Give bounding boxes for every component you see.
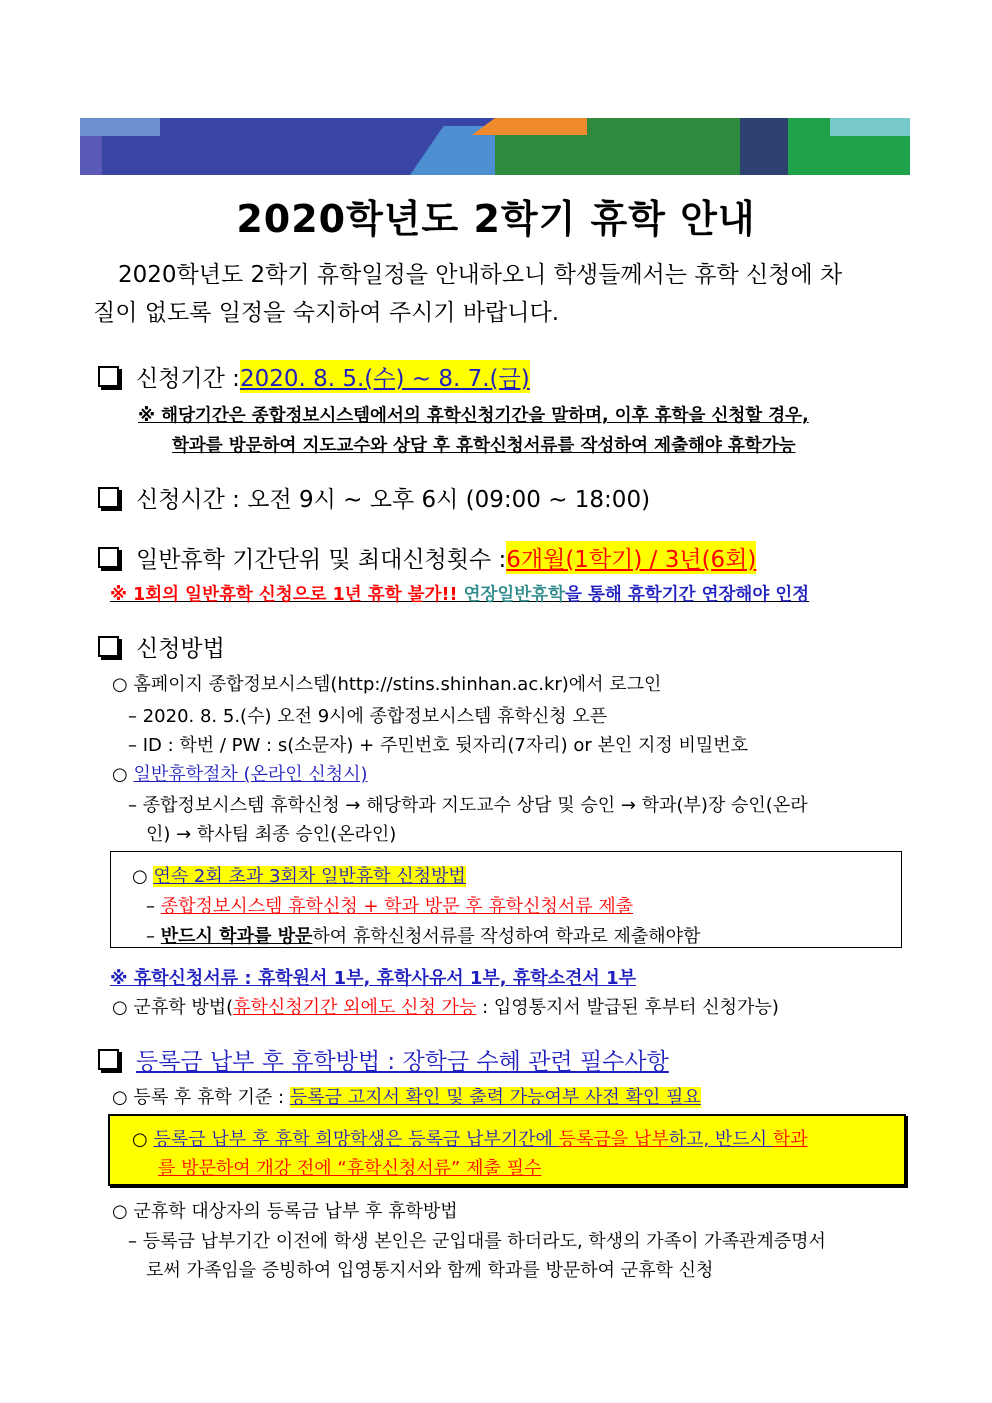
section-tuition [96, 1043, 669, 1076]
header-banner [80, 118, 910, 175]
third-leave-title-text: 연속 2회 초과 3회차 일반휴학 신청방법 [153, 866, 466, 887]
method-dash-3b: 인) → 학사팀 최종 승인(온라인) [146, 824, 397, 845]
tuition-box-e: 를 방문하여 개강 전에 “휴학신청서류” 제출 필수 [158, 1158, 542, 1179]
third-leave-dash-1-text: 종합정보시스템 휴학신청 + 학과 방문 후 휴학신청서류 제출 [160, 896, 634, 917]
military-method-a: ○ 군휴학 방법( [112, 997, 234, 1018]
bullet-mark: ○ [132, 866, 154, 887]
unit-note [110, 581, 809, 606]
period-label: 신청기간 : [136, 366, 240, 392]
tuition-military-title: ○ 군휴학 대상자의 등록금 납부 후 휴학방법 [112, 1201, 458, 1222]
third-leave-dash-1 [146, 892, 633, 918]
banner-band-green-top [587, 118, 740, 135]
unit-note-c: 을 통해 휴학기간 연장해야 인정 [565, 585, 810, 605]
period-note-line-2: 학과를 방문하여 지도교수와 상담 후 휴학신청서류를 작성하여 제출해야 휴학가능 [172, 436, 796, 456]
tuition-label: 등록금 납부 후 휴학방법 : 장학금 수혜 관련 필수사항 [136, 1049, 669, 1075]
tuition-box-d: 학과 [772, 1129, 808, 1150]
method-dash-3a: – 종합정보시스템 휴학신청 → 해당학과 지도교수 상담 및 승인 → 학과(부)장 승인(온라 [128, 795, 808, 816]
military-method-c: : 입영통지서 발급된 후부터 신청가능) [476, 997, 779, 1018]
section-method [96, 630, 225, 663]
checkbox-square-icon [98, 1049, 119, 1070]
third-leave-dash-2 [146, 922, 700, 948]
checkbox-square-icon [98, 487, 119, 508]
page-title: 2020학년도 2학기 휴학 안내 [236, 197, 756, 241]
tuition-box-b: 등록금을 납부 [558, 1129, 669, 1150]
intro-line-2: 질이 없도록 일정을 숙지하여 주시기 바랍니다. [93, 300, 560, 326]
banner-band-green [495, 135, 740, 175]
dash-mark: – [146, 896, 161, 917]
banner-band-lightblue [80, 118, 160, 136]
tuition-box-a: 등록금 납부 후 휴학 희망학생은 등록금 납부기간에 [153, 1129, 559, 1150]
bullet-mark: ○ [112, 764, 134, 785]
tuition-criterion-a: ○ 등록 후 휴학 기준 : [112, 1087, 290, 1108]
method-bullet-2 [112, 760, 368, 786]
checkbox-square-icon [98, 547, 119, 568]
section-unit [96, 541, 756, 574]
docs-note: ※ 휴학신청서류 : 휴학원서 1부, 휴학사유서 1부, 휴학소견서 1부 [110, 968, 637, 989]
unit-note-a: ※ 1회의 일반휴학 신청으로 1년 휴학 불가!! [110, 585, 464, 605]
period-note-line-1: ※ 해당기간은 종합정보시스템에서의 휴학신청기간을 말하며, 이후 휴학을 신청할 경우, [138, 406, 809, 426]
tuition-military-dash-a: – 등록금 납부기간 이전에 학생 본인은 군입대를 하더라도, 학생의 가족이 가족관계증명서 [128, 1231, 826, 1252]
bullet-mark: ○ [132, 1129, 154, 1150]
method-bullet-2-text: 일반휴학절차 (온라인 신청시) [133, 764, 368, 785]
unit-value: 6개월(1학기) / 3년(6회) [506, 541, 756, 574]
intro-line-1: 2020학년도 2학기 휴학일정을 안내하오니 학생들께서는 휴학 신청에 차 [118, 262, 843, 288]
method-label: 신청방법 [136, 636, 225, 662]
tuition-criterion-b: 등록금 고지서 확인 및 출력 가능여부 사전 확인 필요 [289, 1087, 701, 1108]
third-leave-title [132, 862, 466, 888]
banner-band-violet [80, 136, 102, 175]
third-leave-dash-2-emph: 반드시 학과를 방문 [160, 926, 313, 947]
checkbox-square-icon [98, 636, 119, 657]
section-period [96, 360, 530, 393]
military-method [112, 993, 779, 1019]
tuition-military-dash-b: 로써 가족임을 증빙하여 입영통지서와 함께 학과를 방문하여 군휴학 신청 [146, 1260, 714, 1281]
method-dash-2: – ID : 학번 / PW : s(소문자) + 주민번호 뒷자리(7자리) or 본인 지정 비밀번호 [128, 735, 749, 756]
period-value: 2020. 8. 5.(수) ~ 8. 7.(금) [240, 360, 530, 393]
tuition-box-line-1 [132, 1125, 808, 1151]
banner-band-navy [740, 118, 788, 175]
method-bullet-1: ○ 홈페이지 종합정보시스템(http://stins.shinhan.ac.kr)에서 로그인 [112, 674, 662, 695]
third-leave-dash-2-rest: 하여 휴학신청서류를 작성하여 학과로 제출해야함 [312, 926, 701, 947]
tuition-box-line-2 [158, 1154, 541, 1180]
section-time [96, 481, 650, 514]
method-dash-1: – 2020. 8. 5.(수) 오전 9시에 종합정보시스템 휴학신청 오픈 [128, 706, 608, 727]
checkbox-square-icon [98, 366, 119, 387]
unit-label: 일반휴학 기간단위 및 최대신청횟수 : [136, 547, 507, 573]
tuition-box-c: 하고, 반드시 [668, 1129, 773, 1150]
time-label: 신청시간 : 오전 9시 ~ 오후 6시 (09:00 ~ 18:00) [136, 487, 651, 513]
banner-band-aqua [830, 118, 910, 136]
tuition-criterion [112, 1083, 701, 1109]
unit-note-b: 연장일반휴학 [463, 585, 565, 605]
dash-mark: – [146, 926, 161, 947]
military-method-b: 휴학신청기간 외에도 신청 가능 [233, 997, 477, 1018]
